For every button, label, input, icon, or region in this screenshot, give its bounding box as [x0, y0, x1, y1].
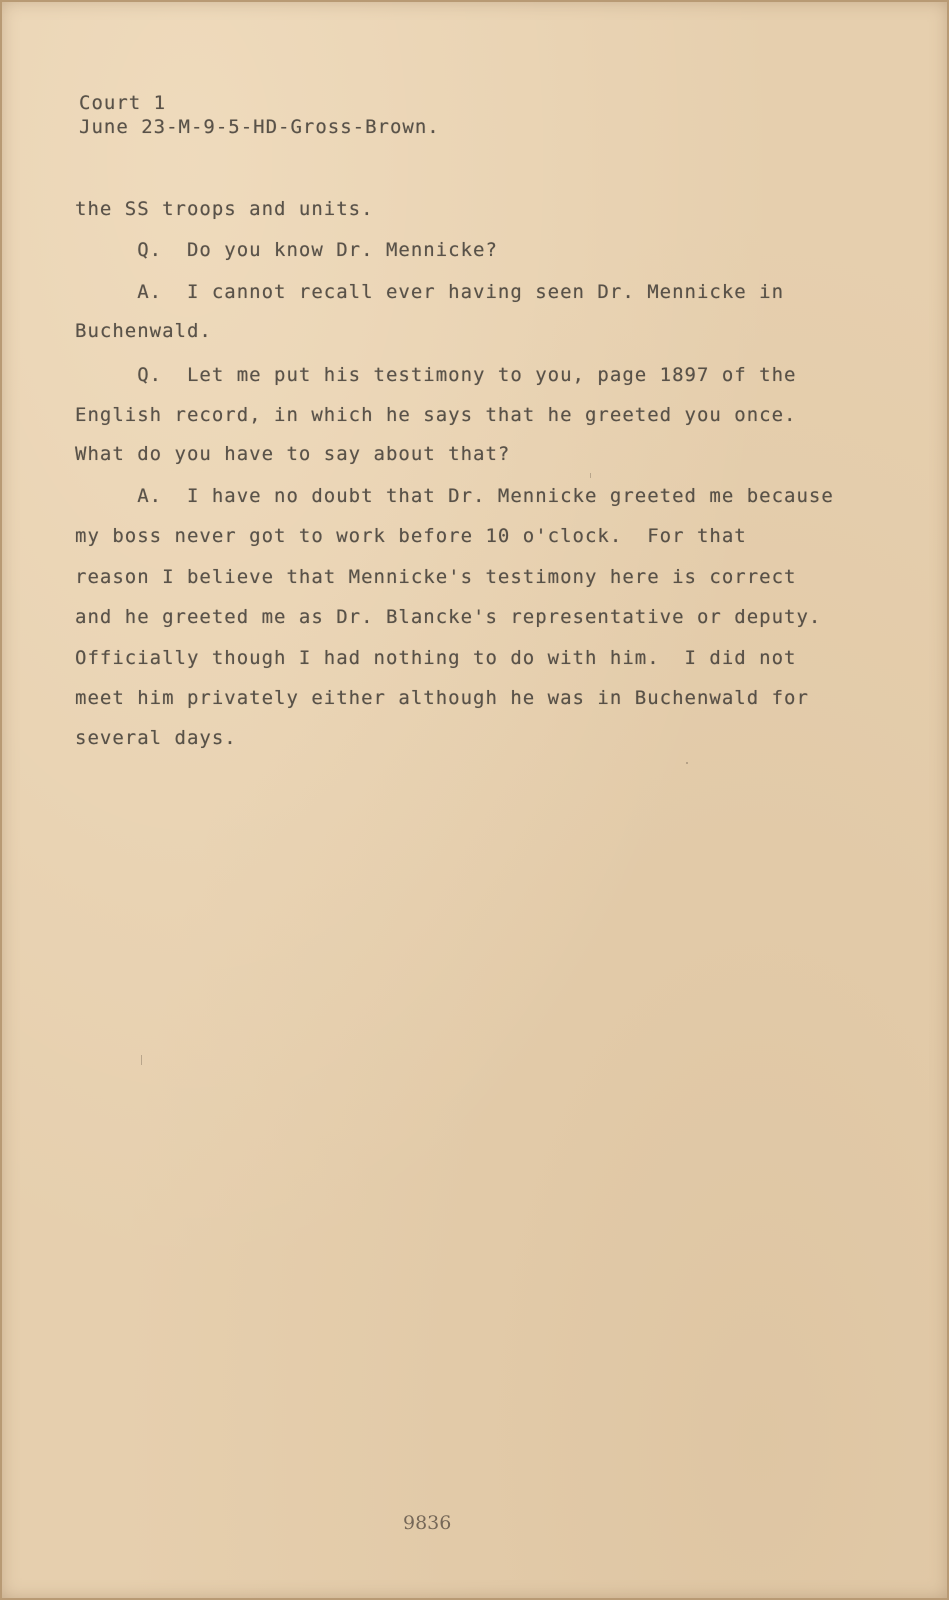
body-line: meet him privately either although he was in Buchenwald for	[75, 687, 809, 709]
stray-mark	[686, 762, 688, 764]
body-line: English record, in which he says that he greeted you once.	[75, 404, 797, 426]
stray-mark	[590, 473, 591, 478]
body-line: my boss never got to work before 10 o'clock. For that	[75, 525, 747, 547]
question-line: Q. Do you know Dr. Mennicke?	[75, 239, 498, 261]
body-line: and he greeted me as Dr. Blancke's representative or deputy.	[75, 606, 822, 628]
header-session-code: June 23-M-9-5-HD-Gross-Brown.	[79, 116, 440, 138]
header-court: Court 1	[79, 92, 167, 114]
body-line: several days.	[75, 727, 237, 749]
page-number: 9836	[403, 1512, 452, 1534]
question-line: Q. Let me put his testimony to you, page 1897 of the	[75, 364, 797, 386]
body-line: Buchenwald.	[75, 320, 212, 342]
body-line: What do you have to say about that?	[75, 443, 511, 465]
body-line: reason I believe that Mennicke's testimony here is correct	[75, 566, 797, 588]
body-line: the SS troops and units.	[75, 198, 374, 220]
stray-mark	[141, 1055, 142, 1065]
answer-line: A. I have no doubt that Dr. Mennicke greeted me because	[75, 485, 834, 507]
body-line: Officially though I had nothing to do with him. I did not	[75, 647, 797, 669]
answer-line: A. I cannot recall ever having seen Dr. Mennicke in	[75, 281, 785, 303]
